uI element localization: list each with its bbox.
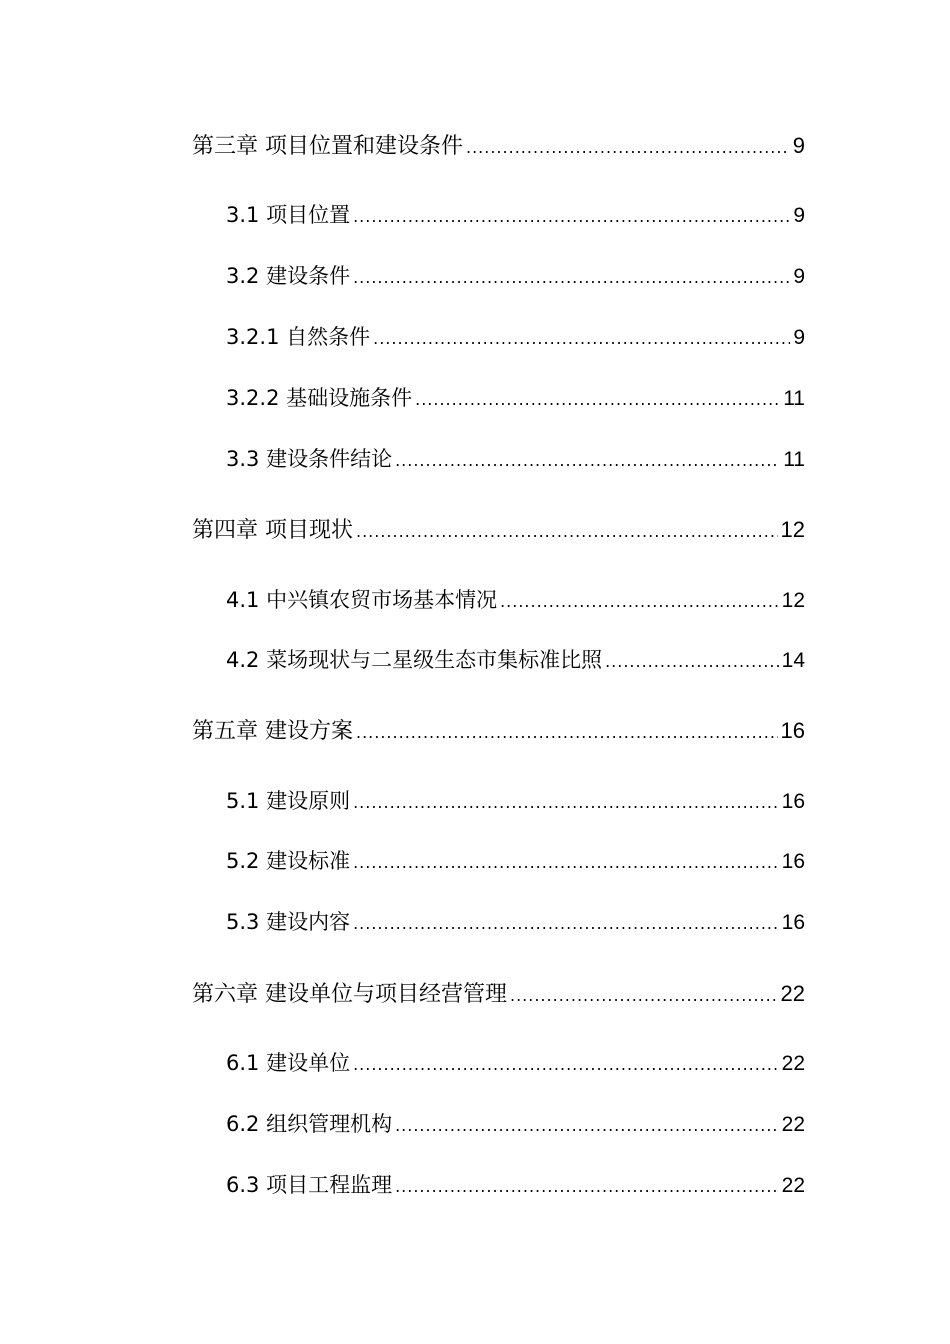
toc-entry-3-1[interactable]: [226, 199, 805, 231]
toc-entry-page: 12: [780, 517, 805, 542]
toc-dot-leader: [466, 138, 790, 157]
toc-entry-page: 22: [780, 981, 805, 1006]
toc-entry-page: 9: [793, 204, 805, 227]
toc-entry-label: 3.2.2 基础设施条件: [226, 386, 413, 410]
toc-entry-5-1[interactable]: [226, 785, 805, 817]
toc-entry-label: 3.3 建设条件结论: [226, 447, 393, 471]
toc-dot-leader: [395, 1116, 779, 1135]
toc-entry-4-1[interactable]: [226, 584, 805, 616]
toc-dot-leader: [500, 592, 779, 611]
toc-entry-label: 5.1 建设原则: [226, 789, 351, 813]
toc-entry-page: 11: [783, 387, 805, 410]
toc-entry-label: 第四章 项目现状: [192, 518, 353, 543]
toc-dot-leader: [415, 390, 780, 409]
toc-dot-leader: [353, 1055, 779, 1074]
toc-entry-label: 第三章 项目位置和建设条件: [192, 134, 463, 159]
toc-entry-page: 22: [781, 1052, 805, 1075]
toc-entry-page: 16: [780, 718, 805, 743]
toc-entry-chapter-4[interactable]: [192, 513, 805, 545]
toc-entry-label: 5.2 建设标准: [226, 849, 351, 873]
toc-dot-leader: [395, 451, 780, 470]
toc-entry-page: 9: [793, 326, 805, 349]
toc-entry-3-3[interactable]: [226, 443, 805, 475]
toc-entry-label: 3.2.1 自然条件: [226, 325, 371, 349]
toc-entry-chapter-3[interactable]: [192, 129, 805, 161]
toc-entry-label: 4.2 菜场现状与二星级生态市集标准比照: [226, 648, 603, 672]
toc-dot-leader: [356, 522, 778, 541]
toc-entry-3-2-2[interactable]: [226, 382, 805, 414]
toc-entry-3-2-1[interactable]: [226, 321, 805, 353]
toc-entry-page: 16: [781, 850, 805, 873]
toc-dot-leader: [353, 914, 779, 933]
toc-entry-label: 6.1 建设单位: [226, 1051, 351, 1075]
toc-dot-leader: [605, 652, 779, 671]
toc-entry-6-2[interactable]: [226, 1108, 805, 1140]
toc-entry-page: 22: [781, 1174, 805, 1197]
toc-entry-page: 11: [783, 448, 805, 471]
toc-entry-page: 16: [781, 911, 805, 934]
toc-entry-3-2[interactable]: [226, 260, 805, 292]
toc-entry-label: 3.2 建设条件: [226, 264, 351, 288]
toc-entry-page: 9: [793, 265, 805, 288]
toc-entry-label: 第五章 建设方案: [192, 719, 353, 744]
toc-entry-page: 22: [781, 1113, 805, 1136]
toc-dot-leader: [353, 207, 790, 226]
toc-dot-leader: [395, 1177, 779, 1196]
toc-entry-label: 6.2 组织管理机构: [226, 1112, 393, 1136]
toc-entry-chapter-6[interactable]: [192, 977, 805, 1009]
toc-entry-page: 9: [792, 133, 805, 158]
toc-entry-5-2[interactable]: [226, 845, 805, 877]
toc-dot-leader: [510, 986, 778, 1005]
toc-entry-4-2[interactable]: [226, 644, 805, 676]
toc-entry-6-1[interactable]: [226, 1047, 805, 1079]
toc-dot-leader: [353, 853, 779, 872]
toc-entry-page: 12: [781, 589, 805, 612]
toc-entry-page: 14: [781, 649, 805, 672]
toc-entry-page: 16: [781, 790, 805, 813]
toc-dot-leader: [353, 793, 779, 812]
toc-entry-label: 5.3 建设内容: [226, 910, 351, 934]
toc-entry-6-3[interactable]: [226, 1169, 805, 1201]
toc-dot-leader: [353, 268, 790, 287]
toc-entry-5-3[interactable]: [226, 906, 805, 938]
toc-entry-label: 6.3 项目工程监理: [226, 1173, 393, 1197]
toc-entry-label: 4.1 中兴镇农贸市场基本情况: [226, 588, 498, 612]
toc-dot-leader: [356, 723, 778, 742]
toc-dot-leader: [373, 329, 790, 348]
toc-entry-label: 第六章 建设单位与项目经营管理: [192, 982, 507, 1007]
toc-entry-label: 3.1 项目位置: [226, 203, 351, 227]
toc-entry-chapter-5[interactable]: [192, 714, 805, 746]
